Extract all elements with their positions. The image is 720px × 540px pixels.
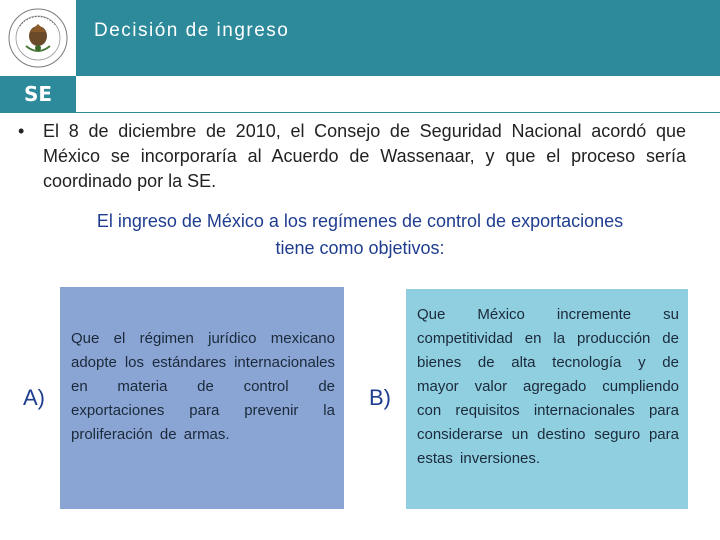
bullet-text: El 8 de diciembre de 2010, el Consejo de Seguridad Nacional acordó que México se incorporaría al Acuerdo de Wassenaar, y que el proceso sería coordinado por la SE. [43, 121, 686, 191]
bullet-marker: • [18, 121, 25, 141]
objective-a-marker: A) [20, 383, 48, 413]
objectives-intro [20, 208, 700, 262]
objective-a-text: Que el régimen jurídico mexicano adopte los estándares internacionales en materia de control de exportaciones para prevenir la proliferación de armas. [71, 330, 335, 443]
header-divider [76, 112, 720, 113]
header-bar [76, 0, 720, 76]
page-title: Decisión de ingreso [94, 20, 290, 41]
agency-badge: SE [0, 76, 76, 113]
objective-a-panel [60, 287, 344, 509]
objectives-intro-line-1: El ingreso de México a los regímenes de control de exportaciones [96, 211, 624, 231]
logo-area [0, 0, 76, 76]
objective-b-panel [406, 289, 688, 509]
national-seal-icon [6, 6, 70, 70]
objective-b-marker: B) [366, 383, 394, 413]
bullet-item [18, 119, 686, 194]
objective-b-text: Que México incremente su competitividad en la producción de bienes de alta tecnología y de mayor valor agregado cumpliendo con requisitos internacionales para considerarse un destino seguro para estas inversiones. [417, 306, 679, 467]
objectives-intro-line-2: tiene como objetivos: [275, 238, 445, 258]
